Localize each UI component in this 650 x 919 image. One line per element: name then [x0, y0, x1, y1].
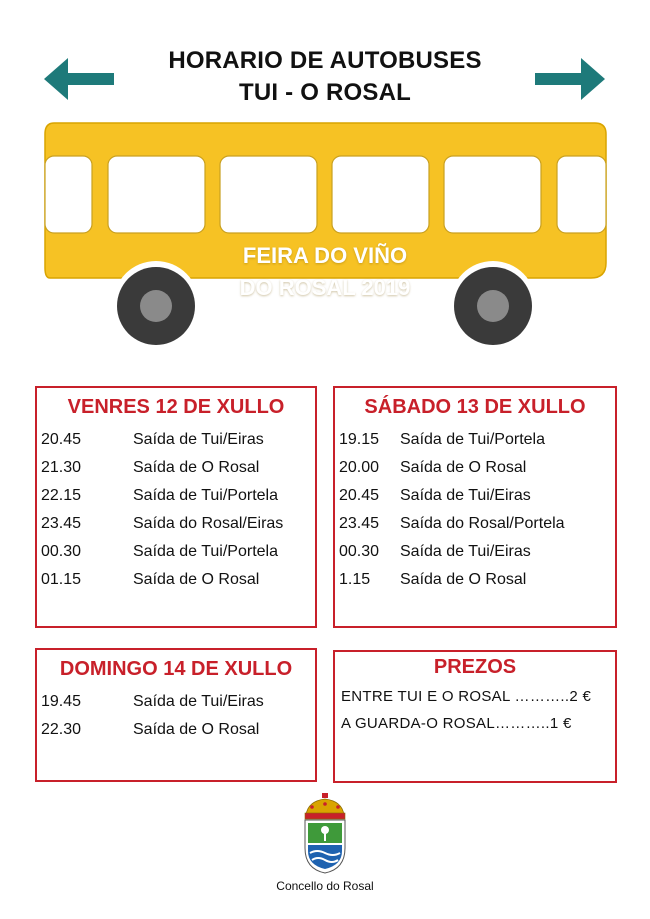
departure-time: 23.45	[41, 515, 82, 532]
bus-caption-line-1: FEIRA DO VIÑO	[242, 243, 408, 268]
schedule-row	[335, 454, 615, 482]
schedule-title: SÁBADO 13 DE XULLO	[364, 396, 586, 418]
page-title-line-2: TUI - O ROSAL	[239, 79, 411, 106]
departure-desc: Saída de Tui/Portela	[400, 431, 545, 448]
departure-time: 23.45	[339, 515, 380, 532]
schedule-row	[335, 538, 615, 566]
departure-time: 20.45	[41, 431, 82, 448]
schedule-row	[335, 566, 615, 594]
departure-desc: Saída do Rosal/Eiras	[133, 515, 284, 532]
departure-time: 19.15	[339, 431, 380, 448]
schedule-sabado	[333, 386, 617, 628]
page-title-line-1: HORARIO DE AUTOBUSES	[168, 47, 482, 74]
departure-time: 20.00	[339, 459, 380, 476]
departure-desc: Saída de Tui/Eiras	[133, 431, 264, 448]
departure-time: 21.30	[41, 459, 82, 476]
bus-caption-line-2: DO ROSAL 2019	[239, 275, 411, 300]
departure-time: 00.30	[41, 543, 82, 560]
prices-box	[333, 650, 617, 783]
departure-desc: Saída de Tui/Portela	[133, 543, 278, 560]
bus-wheel-left	[113, 261, 199, 347]
schedule-venres	[35, 386, 317, 628]
departure-desc: Saída de O Rosal	[133, 459, 260, 476]
departure-time: 22.30	[41, 721, 82, 738]
arrow-left-icon	[44, 56, 114, 102]
prices-title: PREZOS	[433, 656, 517, 678]
schedule-row	[335, 510, 615, 538]
departure-time: 22.15	[41, 487, 82, 504]
schedule-row	[37, 510, 315, 538]
departure-desc: Saída de O Rosal	[133, 571, 260, 588]
departure-desc: Saída de Tui/Eiras	[400, 543, 531, 560]
schedule-row	[37, 426, 315, 454]
bus-illustration	[40, 118, 610, 350]
departure-desc: Saída de O Rosal	[133, 721, 260, 738]
schedule-row	[37, 688, 315, 716]
departure-desc: Saída de O Rosal	[400, 459, 527, 476]
schedule-row	[37, 716, 315, 744]
departure-time: 01.15	[41, 571, 82, 588]
departure-desc: Saída de O Rosal	[400, 571, 527, 588]
schedule-row	[335, 426, 615, 454]
departure-time: 20.45	[339, 487, 380, 504]
departure-desc: Saída do Rosal/Portela	[400, 515, 565, 532]
schedule-title: VENRES 12 DE XULLO	[67, 396, 285, 418]
schedule-row	[335, 482, 615, 510]
departure-time: 1.15	[339, 571, 371, 588]
departure-time: 19.45	[41, 693, 82, 710]
footer-text: Concello do Rosal	[276, 879, 374, 893]
schedule-row	[37, 454, 315, 482]
departure-time: 00.30	[339, 543, 380, 560]
price-row: ENTRE TUI E O ROSAL ………..2 €	[341, 688, 592, 705]
departure-desc: Saída de Tui/Eiras	[133, 693, 264, 710]
departure-desc: Saída de Tui/Portela	[133, 487, 278, 504]
bus-wheel-right	[450, 261, 536, 347]
schedule-row	[37, 482, 315, 510]
departure-desc: Saída de Tui/Eiras	[400, 487, 531, 504]
schedule-domingo	[35, 648, 317, 782]
price-row: A GUARDA-O ROSAL………..1 €	[341, 715, 572, 732]
arrow-right-icon	[535, 56, 605, 102]
schedule-row	[37, 538, 315, 566]
coat-of-arms-icon	[300, 793, 350, 875]
schedule-row	[37, 566, 315, 594]
schedule-title: DOMINGO 14 DE XULLO	[59, 658, 293, 680]
